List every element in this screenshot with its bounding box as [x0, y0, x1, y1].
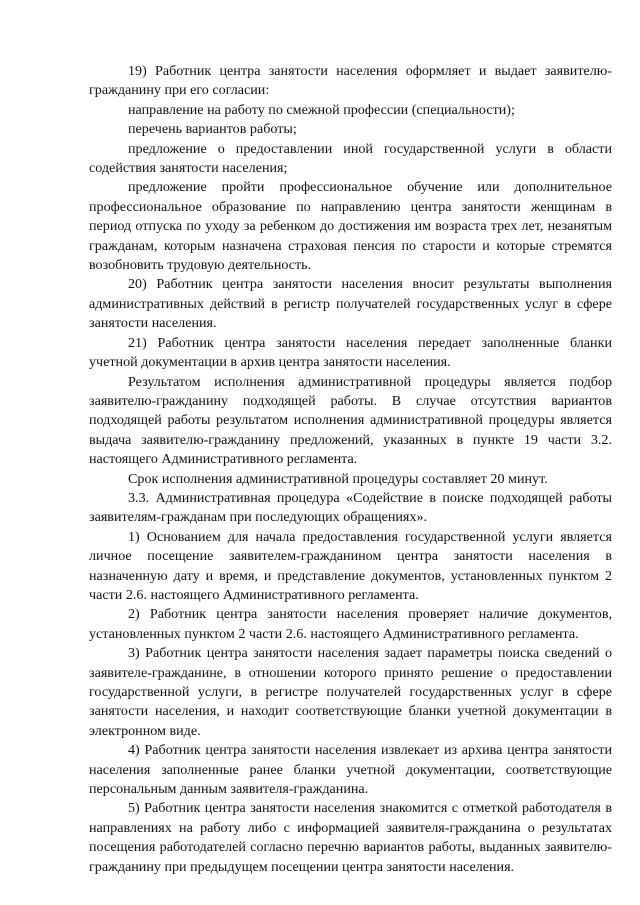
- paragraph-19: 19) Работник центра занятости населения оформляет и выдает заявителю-гражданину при его согласии:: [89, 63, 612, 99]
- paragraph-3-3-3: 3) Работник центра занятости населения задает параметры поиска сведений о заявителе-гражданине, в отношении которого принято решение о предоставлении государственной услуги, в регистре получателей государственных услуг в сфере занятости населения, и находит соответствующие бланки учетной документации в электронном виде.: [89, 645, 612, 739]
- paragraph-21: 21) Работник центра занятости населения передает заполненные бланки учетной документации в архив центра занятости населения.: [89, 334, 612, 371]
- paragraph-result: Результатом исполнения административной процедуры является подбор заявителю-гражданину подходящей работы. В случае отсутствия вариантов подходящей работы результатом исполнения административной процедуры является выдача заявителю-гражданину предложений, указанных в пункте 19 части 3.2. настоящего Административного регламента.: [89, 373, 612, 468]
- paragraph-3-3-1: 1) Основанием для начала предоставления государственной услуги является личное посещение заявителем-гражданином центра занятости населения в назначенную дату и время, и представление документов, установленных пунктом 2 части 2.6. настоящего Административного регламента.: [89, 528, 612, 603]
- paragraph-referral: направление на работу по смежной профессии (специальности);: [128, 101, 515, 118]
- paragraph-20: 20) Работник центра занятости населения вносит результаты выполнения административных действий в регистр получателей государственных услуг в сфере занятости населения.: [89, 276, 612, 332]
- section-3-3-heading: 3.3. Административная процедура «Содействие в поиске подходящей работы заявителям-гражданам при последующих обращениях».: [89, 489, 612, 526]
- paragraph-3-3-4: 4) Работник центра занятости населения извлекает из архива центра занятости населения заполненные ранее бланки учетной документации, соответствующие персональным данным заявителя-гражданина.: [89, 742, 612, 798]
- paragraph-job-list: перечень вариантов работы;: [128, 121, 297, 138]
- paragraph-3-3-5: 5) Работник центра занятости населения знакомится с отметкой работодателя в направлениях на работу либо с информацией заявителя-гражданина о результатах посещения работодателей согласно перечню вариантов работы, выданных заявителю-гражданину при предыдущем посещении центра занятости населения.: [89, 800, 612, 875]
- paragraph-training: предложение пройти профессиональное обучение или дополнительное профессиональное образование по направлению центра занятости женщинам в период отпуска по уходу за ребенком до достижения им возраста трех лет, незанятым гражданам, которым назначена страховая пенсия по старости и которые стремятся возобновить трудовую деятельность.: [89, 179, 612, 274]
- paragraph-other-service: предложение о предоставлении иной государственной услуги в области содействия занятости населения;: [89, 140, 612, 177]
- paragraph-duration: Срок исполнения административной процедуры составляет 20 минут.: [128, 470, 548, 487]
- paragraph-3-3-2: 2) Работник центра занятости населения проверяет наличие документов, установленных пунктом 2 части 2.6. настоящего Административного регламента.: [89, 606, 612, 642]
